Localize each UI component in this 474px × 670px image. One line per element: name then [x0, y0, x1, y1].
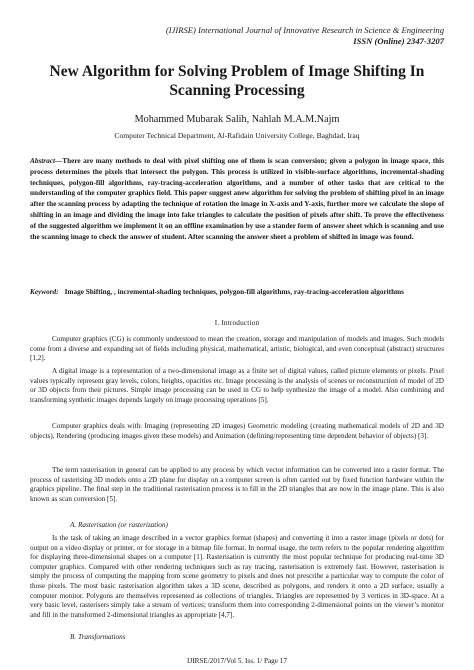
paragraph-5: Is the task of taking an image described in a vector graphics format (shapes) and converting it into a raster image (pixels or dots) for output on a video display or printer, or for storage in a bitmap file format. In normal usage, the term refers to the popular rendering algorithm for displaying three-dimensional shapes on a computer [1]. Rasterisation is currently the most popular technique for producing real-time 3D computer graphics. Compared with other rendering techniques such as ray tracing, rasterisation is extremely fast. However, rasterisation is simply the process of computing the mapping from scene geometry to pixels and does not prescribe a particular way to compute the color of those pixels. The most basic rasterisation algorithm takes a 3D scene, described as polygons, and renders it onto a 2D surface, usually a computer monitor. Polygons are themselves represented as collections of triangles. Triangles are represented by 3 vertices in 3D-space. At a very basic level, rasterisers simply take a stream of vertices; transform them into corresponding 2-dimensional points on the viewer’s monitor and fill in the transformed 2-dimensional triangles as appropriate [4,7]. — [30, 534, 444, 619]
paragraph-3: Computer graphics deals with: Imaging (representing 2D images) Geometric modeling (creating mathematical models of 2D and 3D objects), Rendering (producing images given these models) and Animation (defining/representing time dependent behavior of objects) [3]. — [30, 422, 444, 440]
paper-authors: Mohammed Mubarak Salih, Nahlah M.A.M.Najm — [134, 114, 340, 125]
paper-title: New Algorithm for Solving Problem of Image Shifting In Scanning Processing — [49, 63, 425, 99]
paragraph-4: The term rasterisation in general can be applied to any process by which vector information can be converted into a raster format. The process of rasterising 3D models onto a 2D plane for display on a computer screen is often carried out by fixed function hardware within the graphics pipeline. The final step in the traditional rasterisation process is to fill in the 2D triangles that are now in the image plane. This is also known as scan conversion [5]. — [30, 466, 444, 503]
keywords-text: Image Shifting, , incremental-shading techniques, polygon-fill algorithms, ray-tracing-acceleration algorithms — [64, 288, 404, 296]
journal-issn: ISSN (Online) 2347-3207 — [353, 36, 444, 46]
abstract — [30, 156, 444, 242]
keywords — [30, 285, 444, 299]
paragraph-2: A digital image is a representation of a two-dimensional image as a finite set of digital values, called picture elements or pixels. Pixel values typically represent gray levels, colors, heights, opacities etc. Image processing is the analysis of scenes or reconstruction of model of 2D or 3D objects from their pictures. Simple image processing can be used in CG to help synthesize the image of a model. Also combining and transforming synthetic images depends largely on image processing operations [5]. — [30, 367, 444, 404]
keywords-label: Keyword: — [30, 288, 59, 296]
page-footer: IJIRSE/2017/Vol 5. Iss. 1/ Page 17 — [187, 657, 287, 665]
journal-header — [166, 25, 444, 47]
abstract-text: There are many methods to deal with pixel shifting one of them is scan conversion; given a polygon in image space, this process determines the pixels that intersect the polygon. This process is utilized in visible-surface algorithms, incremental-shading techniques, polygon-fill algorithms, ray-tracing-acceleration algorithms, and a number of other tasks that are critical to the understanding of the computer graphics field. This paper suggest anew algorithm for solving the problem of shifting pixel in an image after the scanning process by adapting the technique of rotation the image in X-axis and Y-axis, further more we calculate the slope of shifting in an image and dividing the image into fake triangles to calculate the position of pixels after shift. To prove the effectiveness of the suggested algorithm we implement it on an offline examination by use a stander form of answer sheet which is scanning and use the scanning image to check the answer of student. After scanning the answer sheet a problem of shifted in image was found. — [30, 157, 444, 241]
paper-affiliation: Computer Technical Department, Al-Rafidain University College, Baghdad, Iraq — [114, 131, 360, 140]
paragraph-1: Computer graphics (CG) is commonly understood to mean the creation, storage and manipulation of models and images. Such models come from a diverse and expanding set of fields including physical, mathematical, artistic, biological, and even conceptual (abstract) structures [1,2]. — [30, 335, 444, 363]
subsection-heading-rasterisation: A. Rasterisation (or rasterization) — [70, 521, 168, 529]
section-heading-introduction: I. Introduction — [214, 319, 260, 327]
abstract-label: Abstract— — [30, 157, 63, 165]
journal-name: (IJIRSE) International Journal of Innovative Research in Science & Engineering — [165, 25, 444, 35]
subsection-heading-transformations: B. Transformations — [70, 633, 126, 641]
